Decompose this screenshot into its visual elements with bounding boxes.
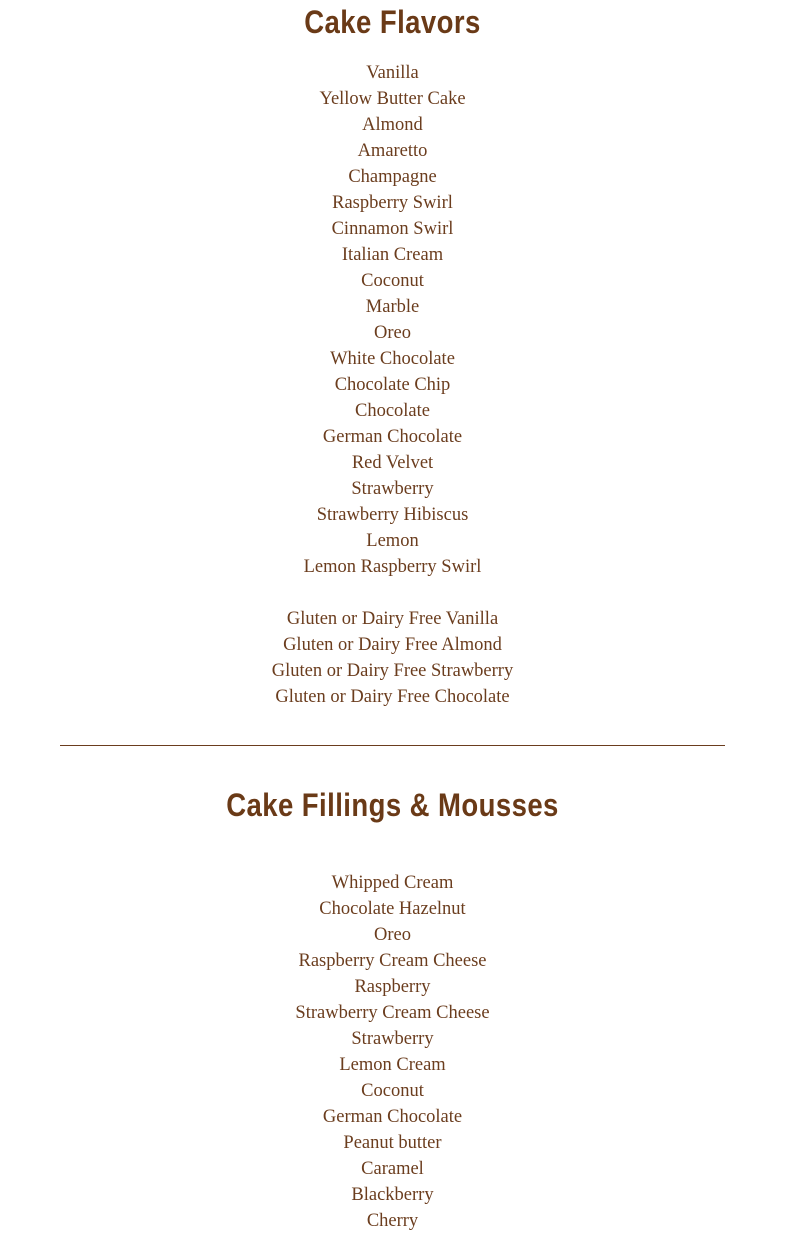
flavor-item: German Chocolate — [322, 427, 463, 447]
flavor-item: Amaretto — [357, 141, 428, 161]
filling-item: Chocolate Hazelnut — [319, 899, 466, 919]
flavor-item: White Chocolate — [330, 349, 455, 369]
filling-item: Oreo — [374, 925, 411, 945]
flavor-item: Strawberry Hibiscus — [316, 505, 469, 525]
filling-item: Strawberry — [351, 1029, 434, 1049]
cake-flavors-list — [0, 60, 785, 580]
section-divider — [60, 745, 725, 746]
flavor-item: Lemon — [366, 531, 419, 551]
filling-item: Lemon Cream — [339, 1055, 446, 1075]
filling-item: German Chocolate — [322, 1107, 463, 1127]
filling-item: Coconut — [361, 1081, 424, 1101]
flavor-item: Chocolate Chip — [334, 375, 451, 395]
filling-item: Raspberry Cream Cheese — [298, 951, 487, 971]
flavor-item: Italian Cream — [341, 245, 444, 265]
flavor-item: Yellow Butter Cake — [319, 89, 466, 109]
filling-item: Peanut butter — [343, 1133, 442, 1153]
flavor-item: Chocolate — [354, 401, 430, 421]
cake-fillings-list — [0, 870, 785, 1234]
filling-item: Whipped Cream — [331, 873, 454, 893]
cake-fillings-heading: Cake Fillings & Mousses — [226, 787, 559, 823]
flavor-item: Cinnamon Swirl — [331, 219, 454, 239]
flavor-item: Strawberry — [351, 479, 434, 499]
gluten-dairy-free-item: Gluten or Dairy Free Vanilla — [286, 609, 499, 629]
flavor-item: Coconut — [361, 271, 424, 291]
gluten-dairy-free-item: Gluten or Dairy Free Strawberry — [271, 661, 514, 681]
flavor-item: Lemon Raspberry Swirl — [303, 557, 482, 577]
filling-item: Blackberry — [351, 1185, 434, 1205]
filling-item: Caramel — [361, 1159, 424, 1179]
filling-item: Raspberry — [354, 977, 431, 997]
flavor-item: Vanilla — [366, 63, 419, 83]
filling-item: Strawberry Cream Cheese — [295, 1003, 490, 1023]
gluten-dairy-free-list — [0, 606, 785, 710]
flavor-item: Marble — [365, 297, 420, 317]
flavor-item: Raspberry Swirl — [332, 193, 453, 213]
flavor-item: Champagne — [348, 167, 437, 187]
flavor-item: Almond — [362, 115, 423, 135]
cake-flavors-heading: Cake Flavors — [304, 4, 481, 40]
filling-item: Cherry — [366, 1211, 419, 1231]
flavor-item: Red Velvet — [351, 453, 434, 473]
gluten-dairy-free-item: Gluten or Dairy Free Chocolate — [275, 687, 510, 707]
gluten-dairy-free-item: Gluten or Dairy Free Almond — [283, 635, 502, 655]
flavor-item: Oreo — [374, 323, 411, 343]
